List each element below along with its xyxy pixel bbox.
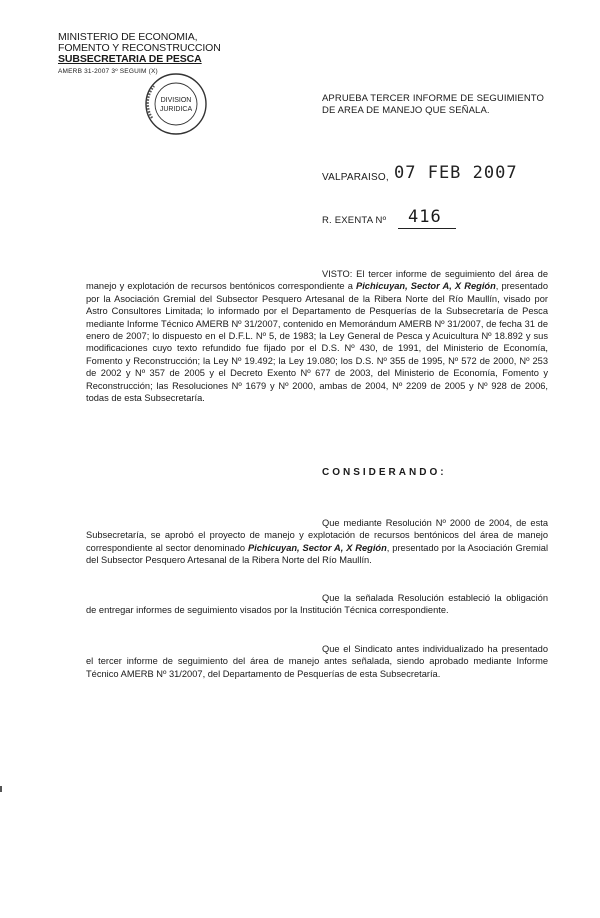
visto-paragraph <box>86 268 548 404</box>
considerando-1-text-1: Que mediante Resolución Nº 2000 de 2004, de esta Subsecretaría, se aprobó el proyecto de manejo y explotación de recursos bentónicos del área de manejo correspondiente al sector denominado <box>86 518 548 553</box>
letterhead-ministry-2: FOMENTO Y RECONSTRUCCION <box>58 42 221 54</box>
letterhead-reference: AMERB 31-2007 3º SEGUIM (X) <box>58 68 158 75</box>
dateline <box>322 163 552 189</box>
visto-text-2: , presentado por la Asociación Gremial del Subsector Pesquero Artesanal de la Ribera Norte del Río Maullín, visado por Astro Consultores Limitada; lo informado por el Departamento de Pesquerías de la Subsecretaría de Pesca mediante Informe Técnico AMERB Nº 31/2007, contenido en Memorándum AMERB Nº 31/2007, de fecha 31 de enero de 2007; lo dispuesto en el D.F.L. Nº 5, de 1983; la Ley General de Pesca y Acuicultura Nº 18.892 y sus modificaciones cuyo texto refundido fue fijado por el D.S. Nº 430, de 1991, del Ministerio de Economía, Fomento y Reconstrucción; la Ley Nº 19.492; la Ley 19.080; los D.S. Nº 355 de 1995, Nº 572 de 2000, Nº 253 de 2002 y Nº 357 de 2005 y el Decreto Exento Nº 677 de 2003, del Ministerio de Economía, Fomento y Reconstrucción; las Resoluciones Nº 1679 y Nº 2000, ambas de 2004, Nº 2209 de 2005 y Nº 928 de 2006, todas de esta Subsecretaría. <box>86 281 549 404</box>
stamp-line-2: JURIDICA <box>159 106 193 113</box>
resolution-label: R. EXENTA Nº <box>322 215 387 226</box>
letterhead-ministry: MINISTERIO DE ECONOMIA, <box>58 31 198 43</box>
considerando-1-text-2: , presentado por la Asociación Gremial del Subsector Pesquero Artesanal de la Ribera Norte del Río Maullín. <box>86 542 549 566</box>
resolution-number: 416 <box>408 207 442 227</box>
considerando-heading: CONSIDERANDO: <box>322 467 447 478</box>
letterhead-subsecretaria: SUBSECRETARIA DE PESCA <box>58 53 202 65</box>
resolution-underline <box>398 228 456 229</box>
visto-text-1: VISTO: El tercer informe de seguimiento del área de manejo y explotación de recursos bentónicos correspondiente a <box>86 269 548 292</box>
dateline-date: 07 FEB 2007 <box>394 163 518 183</box>
stamp-line-1: DIVISION <box>160 97 192 104</box>
considerando-paragraph-1 <box>86 517 548 567</box>
visto-area-name: Pichicuyan, Sector A, X Región <box>356 281 496 292</box>
letterhead <box>58 32 238 77</box>
considerando-paragraph-3: Que el Sindicato antes individualizado ha presentado el tercer informe de seguimiento del área de manejo antes señalada, siendo aprobado mediante Informe Técnico AMERB Nº 31/2007, del Departamento de Pesquerías de esta Subsecretaría. <box>86 644 548 679</box>
resolution-summary: APRUEBA TERCER INFORME DE SEGUIMIENTO DE AREA DE MANEJO QUE SEÑALA. <box>322 93 544 116</box>
resolution-number-line <box>322 207 542 231</box>
division-juridica-stamp-icon <box>144 72 208 136</box>
stamp-seal <box>144 72 208 136</box>
considerando-paragraph-2: Que la señalada Resolución estableció la obligación de entregar informes de seguimiento visados por la Institución Técnica correspondiente. <box>86 593 548 616</box>
dateline-city: VALPARAISO, <box>322 172 389 183</box>
considerando-1-area-name: Pichicuyan, Sector A, X Región <box>247 542 387 553</box>
scan-edge-mark <box>0 786 2 792</box>
